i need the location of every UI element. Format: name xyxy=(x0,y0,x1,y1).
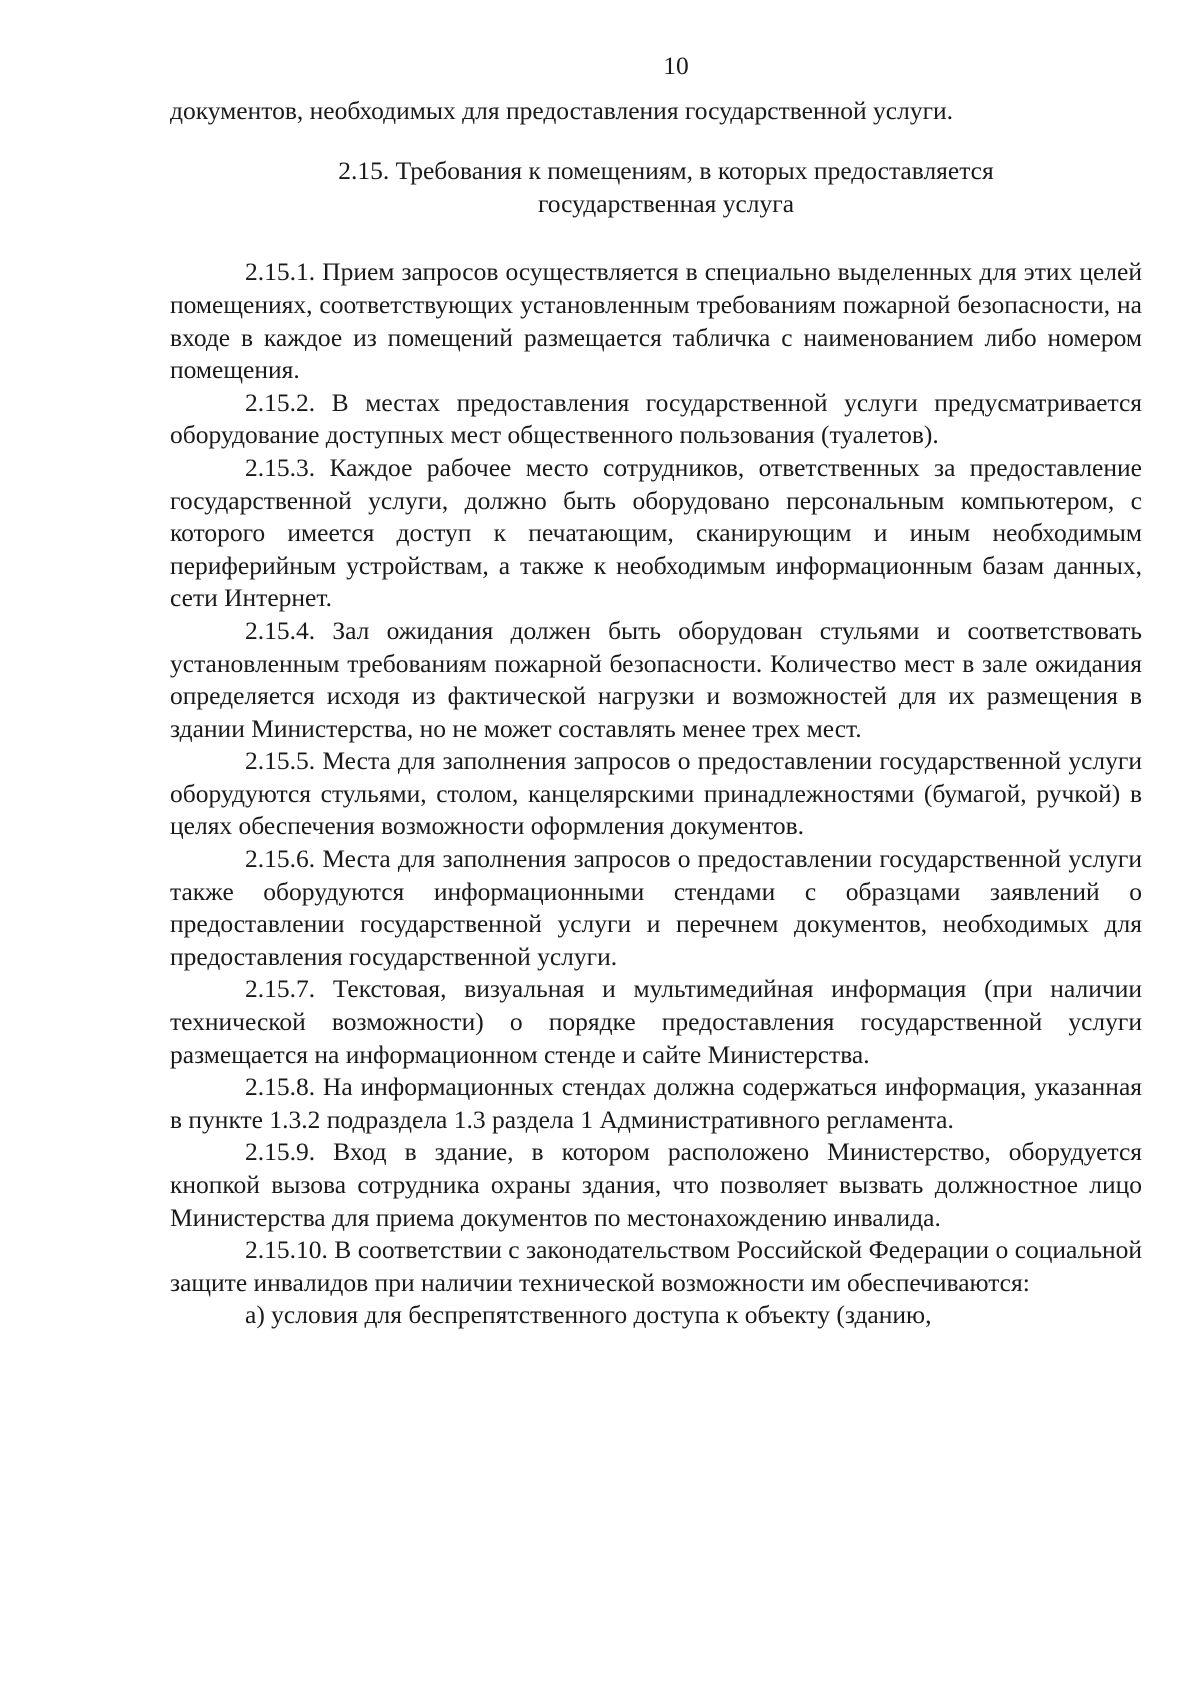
paragraph-2-15-8: 2.15.8. На информационных стендах должна содержаться информация, указанная в пункте 1.3.2 подраздела 1.3 раздела 1 Административного регламента. xyxy=(170,1072,1142,1134)
page-number: 10 xyxy=(663,51,689,80)
section-title xyxy=(170,155,1142,220)
paragraph-2-15-1: 2.15.1. Прием запросов осуществляется в специально выделенных для этих целей помещениях, соответствующих установленным требованиям пожарной безопасности, на входе в каждое из помещений размещается табличка с наименованием либо номером помещения. xyxy=(170,257,1142,385)
paragraph-2-15-3: 2.15.3. Каждое рабочее место сотрудников, ответственных за предоставление государственной услуги, должно быть оборудовано персональным компьютером, с которого имеется доступ к печатающим, сканирующим и иным необходимым периферийным устройствам, а также к необходимым информационным базам данных, сети Интернет. xyxy=(170,452,1142,613)
paragraph-2-15-2: 2.15.2. В местах предоставления государственной услуги предусматривается оборудование доступных мест общественного пользования (туалетов). xyxy=(170,387,1142,450)
paragraph-2-15-6: 2.15.6. Места для заполнения запросов о предоставлении государственной услуги также оборудуются информационными стендами с образцами заявлений о предоставлении государственной услуги и перечнем документов, необходимых для предоставления государственной услуги. xyxy=(170,844,1142,971)
lead-text: документов, необходимых для предоставления государственной услуги. xyxy=(170,95,954,125)
section-title-line-2: государственная услуга xyxy=(537,188,795,218)
paragraph-2-15-7: 2.15.7. Текстовая, визуальная и мультимедийная информация (при наличии технической возможности) о порядке предоставления государственной услуги размещается на информационном стенде и сайте Министерства. xyxy=(170,974,1142,1069)
paragraph-2-15-5: 2.15.5. Места для заполнения запросов о предоставлении государственной услуги оборудуются стульями, столом, канцелярскими принадлежностями (бумагой, ручкой) в целях обеспечения возможности оформления документов. xyxy=(170,746,1142,841)
list-item-a: а) условия для беспрепятственного доступа к объекту (зданию, xyxy=(245,1300,932,1330)
document-page xyxy=(170,40,1142,1332)
section-title-line-1: 2.15. Требования к помещениям, в которых предоставляется xyxy=(338,156,994,186)
paragraph-2-15-10: 2.15.10. В соответствии с законодательством Российской Федерации о социальной защите инвалидов при наличии технической возможности им обеспечиваются: xyxy=(170,1235,1142,1297)
paragraph-2-15-4: 2.15.4. Зал ожидания должен быть оборудован стульями и соответствовать установленным требованиям пожарной безопасности. Количество мест в зале ожидания определяется исходя из фактической нагрузки и возможностей для их размещения в здании Министерства, но не может составлять менее трех мест. xyxy=(170,615,1142,743)
paragraph-2-15-9: 2.15.9. Вход в здание, в котором расположено Министерство, оборудуется кнопкой вызова сотрудника охраны здания, что позволяет вызвать должностное лицо Министерства для приема документов по местонахождению инвалида. xyxy=(170,1137,1142,1232)
